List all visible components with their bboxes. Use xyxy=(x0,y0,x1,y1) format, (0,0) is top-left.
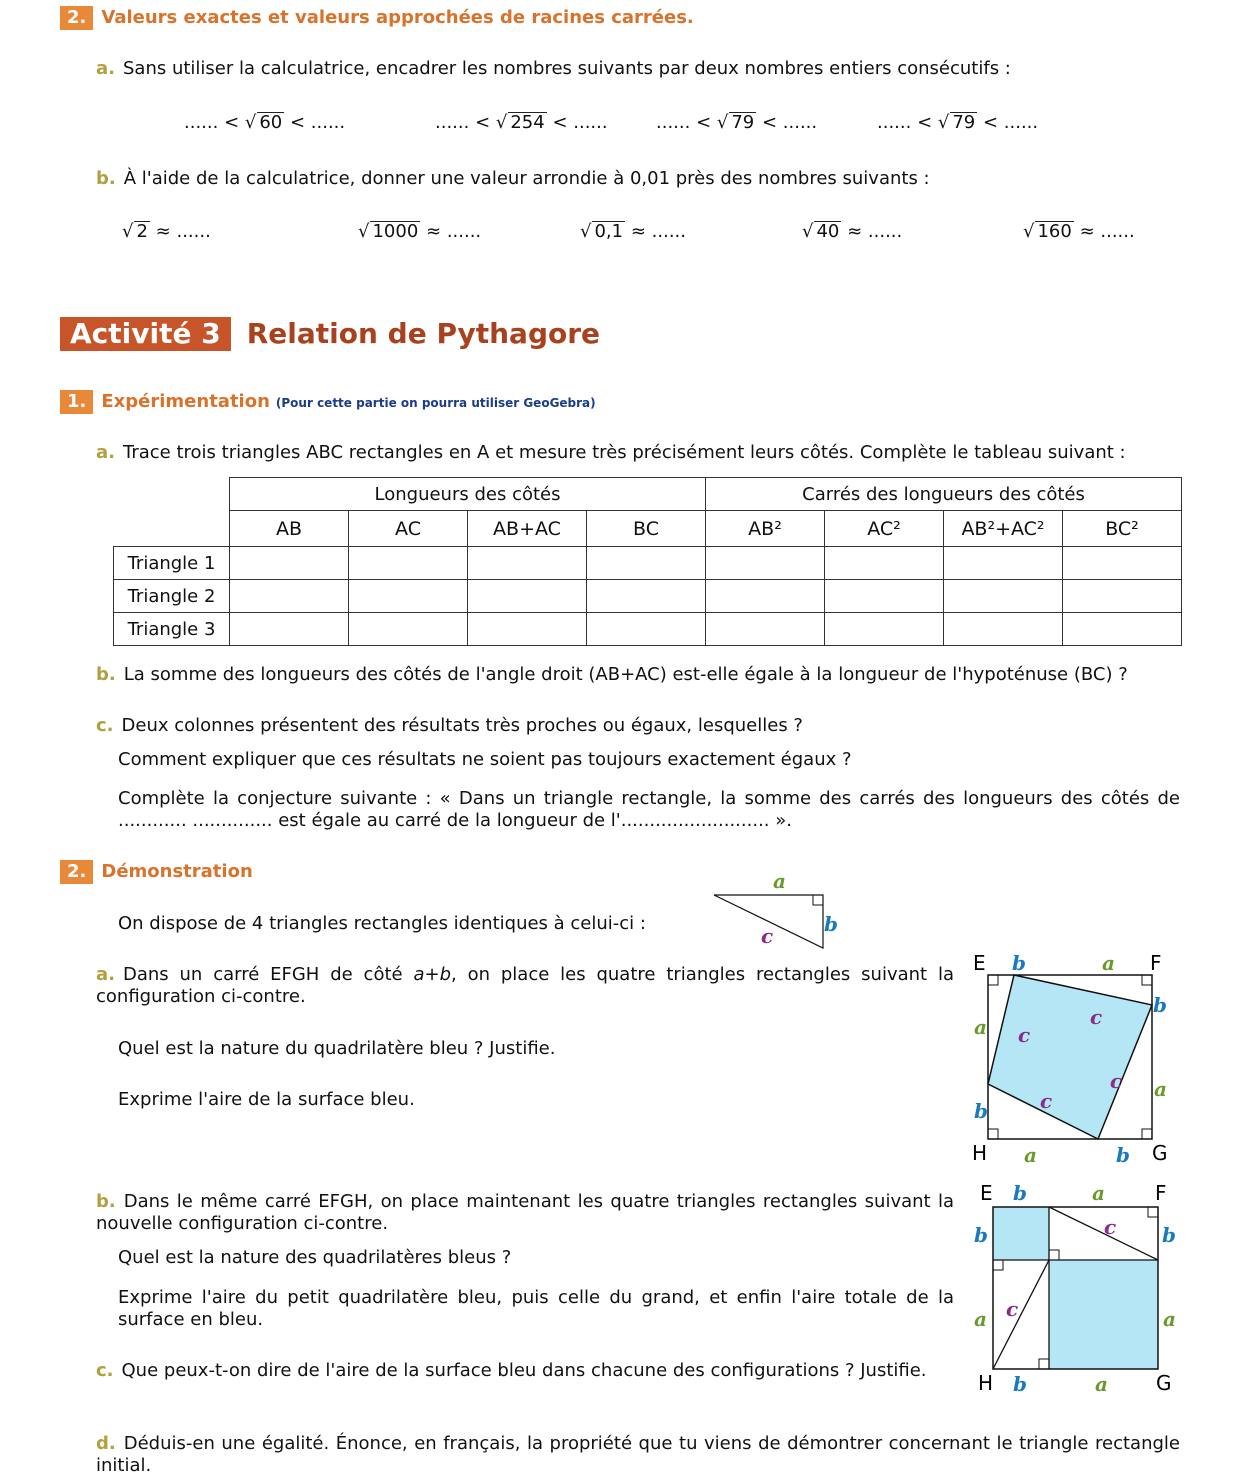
side-label-a: a xyxy=(773,869,786,893)
section-title: Expérimentation xyxy=(101,391,270,412)
question-text: La somme des longueurs des côtés de l'angle droit (AB+AC) est-elle égale à la longueur de l'hypoténuse (BC) ? xyxy=(123,664,1128,685)
approx-item: √ 1000 ≈ ...... xyxy=(358,221,482,242)
part-2-header xyxy=(60,860,253,884)
side-label-b: b xyxy=(1116,1143,1130,1167)
input-cell[interactable] xyxy=(944,580,1063,613)
input-cell[interactable] xyxy=(706,613,825,646)
input-cell[interactable] xyxy=(1063,580,1182,613)
side-label-b: b xyxy=(824,912,838,936)
side-label-b: b xyxy=(974,1099,988,1123)
side-label-a: a xyxy=(1092,1181,1105,1205)
side-label-c: c xyxy=(1104,1215,1117,1239)
vertex-E: E xyxy=(973,951,986,975)
table-row xyxy=(114,547,1182,580)
table-col-header: AB xyxy=(230,511,349,547)
side-label-b: b xyxy=(974,1223,988,1247)
section-title: Démonstration xyxy=(101,861,253,882)
radicand: 160 xyxy=(1037,221,1072,242)
input-cell[interactable] xyxy=(944,547,1063,580)
input-cell[interactable] xyxy=(468,580,587,613)
table-row xyxy=(114,613,1182,646)
question-c: c. Que peux-t-on dire de l'aire de la surface bleu dans chacune des configurations ? Justifie. xyxy=(96,1360,927,1381)
row-header: Triangle 1 xyxy=(114,547,230,580)
input-cell[interactable] xyxy=(944,613,1063,646)
question-a xyxy=(96,442,1126,463)
measure-table xyxy=(113,477,1182,646)
question-label: b. xyxy=(96,1191,116,1212)
input-cell[interactable] xyxy=(706,547,825,580)
side-label-a: a xyxy=(1163,1307,1176,1331)
figure-tilted-square xyxy=(966,950,1176,1170)
vertex-E: E xyxy=(980,1181,993,1205)
section-title: Valeurs exactes et valeurs approchées de racines carrées. xyxy=(101,7,694,28)
side-label-a: a xyxy=(974,1015,987,1039)
table-group-header: Longueurs des côtés xyxy=(230,478,706,511)
side-label-a: a xyxy=(1024,1143,1037,1167)
side-label-a: a xyxy=(1102,951,1115,975)
input-cell[interactable] xyxy=(587,580,706,613)
activity-title: Relation de Pythagore xyxy=(246,317,601,350)
approx-item: √ 0,1 ≈ ...... xyxy=(580,221,686,242)
diagonal-left xyxy=(993,1260,1049,1369)
radicand: 40 xyxy=(816,221,840,242)
activity-header xyxy=(60,317,600,351)
question-c xyxy=(96,715,803,736)
input-cell[interactable] xyxy=(468,613,587,646)
intro-text: On dispose de 4 triangles rectangles identiques à celui-ci : xyxy=(118,913,646,934)
radicand: 1000 xyxy=(372,221,419,242)
radicand: 60 xyxy=(259,112,283,133)
table-row xyxy=(114,580,1182,613)
question-label: b. xyxy=(96,168,116,189)
side-label-c: c xyxy=(1090,1005,1103,1029)
question-text: Exprime l'aire de la surface bleu. xyxy=(118,1089,415,1110)
bound-item: ...... < √ 60 < ...... xyxy=(184,112,346,133)
input-cell[interactable] xyxy=(706,580,825,613)
radicand: 254 xyxy=(510,112,545,133)
side-label-a: a xyxy=(974,1307,987,1331)
question-text: Quel est la nature des quadrilatères bleus ? xyxy=(118,1247,512,1268)
side-label-b: b xyxy=(1013,1372,1027,1396)
input-cell[interactable] xyxy=(1063,547,1182,580)
side-label-b: b xyxy=(1153,993,1167,1017)
vertex-F: F xyxy=(1155,1181,1167,1205)
question-a: a. Dans un carré EFGH de côté a+b, on place les quatre triangles rectangles suivant la configuration ci-contre. xyxy=(96,964,954,1007)
table-col-header: AC² xyxy=(825,511,944,547)
approx-item: √ 40 ≈ ...... xyxy=(802,221,903,242)
radicand: 79 xyxy=(731,112,755,133)
question-text: Deux colonnes présentent des résultats très proches ou égaux, lesquelles ? xyxy=(121,715,803,736)
question-label: c. xyxy=(96,715,114,736)
input-cell[interactable] xyxy=(825,580,944,613)
vertex-H: H xyxy=(978,1371,994,1395)
question-b: b. Dans le même carré EFGH, on place maintenant les quatre triangles rectangles suivant la nouvelle configuration ci-contre. xyxy=(96,1191,954,1234)
side-label-b: b xyxy=(1012,951,1026,975)
question-text: À l'aide de la calculatrice, donner une valeur arrondie à 0,01 près des nombres suivants : xyxy=(123,168,930,189)
vertex-G: G xyxy=(1156,1371,1172,1395)
radicand: 0,1 xyxy=(594,221,624,242)
side-label-a: a xyxy=(1095,1372,1108,1396)
figure-split-square xyxy=(966,1180,1176,1400)
question-label: d. xyxy=(96,1433,116,1454)
side-label-a: a xyxy=(1154,1077,1167,1101)
input-cell[interactable] xyxy=(230,613,349,646)
question-label: c. xyxy=(96,1360,114,1381)
bound-item: ...... < √ 79 < ...... xyxy=(877,112,1039,133)
side-label-b: b xyxy=(1162,1223,1176,1247)
side-label-c: c xyxy=(1006,1297,1019,1321)
section-number: 1. xyxy=(60,390,93,414)
input-cell[interactable] xyxy=(349,613,468,646)
table-col-header: AB²+AC² xyxy=(944,511,1063,547)
input-cell[interactable] xyxy=(1063,613,1182,646)
question-text: Exprime l'aire du petit quadrilatère bleu, puis celle du grand, et enfin l'aire totale de la surface en bleu. xyxy=(118,1287,954,1330)
side-label-c: c xyxy=(761,924,774,948)
question-text: Sans utiliser la calculatrice, encadrer les nombres suivants par deux nombres entiers consécutifs : xyxy=(122,58,1011,79)
table-col-header: AB+AC xyxy=(468,511,587,547)
activity-tag: Activité 3 xyxy=(60,317,231,351)
question-a xyxy=(96,58,1011,79)
bound-item: ...... < √ 79 < ...... xyxy=(656,112,818,133)
input-cell[interactable] xyxy=(587,613,706,646)
table-col-header: AB² xyxy=(706,511,825,547)
input-cell[interactable] xyxy=(587,547,706,580)
row-header: Triangle 2 xyxy=(114,580,230,613)
approx-item: √ 160 ≈ ...... xyxy=(1023,221,1135,242)
input-cell[interactable] xyxy=(468,547,587,580)
question-text: Trace trois triangles ABC rectangles en A et mesure très précisément leurs côtés. Complète le tableau suivant : xyxy=(122,442,1126,463)
section-2-header xyxy=(60,6,694,30)
bound-item: ...... < √ 254 < ...... xyxy=(435,112,608,133)
large-square xyxy=(1049,1260,1158,1369)
side-label-c: c xyxy=(1040,1089,1053,1113)
part-1-header xyxy=(60,390,596,414)
input-cell[interactable] xyxy=(349,547,468,580)
side-label-c: c xyxy=(1110,1069,1123,1093)
question-d: d. Déduis-en une égalité. Énonce, en français, la propriété que tu viens de démontrer concernant le triangle rectangle initial. xyxy=(96,1433,1180,1476)
section-number: 2. xyxy=(60,6,93,30)
table-col-header: BC² xyxy=(1063,511,1182,547)
question-text: Quel est la nature du quadrilatère bleu ? Justifie. xyxy=(118,1038,556,1059)
input-cell[interactable] xyxy=(230,547,349,580)
inner-square xyxy=(988,975,1152,1139)
question-label: b. xyxy=(96,664,116,685)
question-text: Comment expliquer que ces résultats ne soient pas toujours exactement égaux ? xyxy=(118,749,852,770)
input-cell[interactable] xyxy=(349,580,468,613)
section-number: 2. xyxy=(60,860,93,884)
geogebra-note: (Pour cette partie on pourra utiliser GeoGebra) xyxy=(275,396,596,410)
question-b xyxy=(96,168,930,189)
right-angle-mark xyxy=(813,895,823,905)
question-label: a. xyxy=(96,58,115,79)
small-square xyxy=(993,1207,1049,1260)
vertex-H: H xyxy=(972,1141,988,1165)
question-label: a. xyxy=(96,442,115,463)
row-header: Triangle 3 xyxy=(114,613,230,646)
input-cell[interactable] xyxy=(825,613,944,646)
table-col-header: BC xyxy=(587,511,706,547)
question-label: a. xyxy=(96,964,115,985)
conjecture-text: Complète la conjecture suivante : « Dans un triangle rectangle, la somme des carrés des longueurs des côtés de ............ .............. est égale au carré de la longueur de l'.......................... ». xyxy=(118,788,1180,831)
vertex-F: F xyxy=(1150,951,1162,975)
vertex-G: G xyxy=(1152,1141,1168,1165)
side-label-b: b xyxy=(1013,1181,1027,1205)
input-cell[interactable] xyxy=(825,547,944,580)
table-col-header: AC xyxy=(349,511,468,547)
radicand: 2 xyxy=(136,221,148,242)
input-cell[interactable] xyxy=(230,580,349,613)
reference-triangle xyxy=(706,868,846,954)
radicand: 79 xyxy=(952,112,976,133)
question-b xyxy=(96,664,1128,685)
table-group-header: Carrés des longueurs des côtés xyxy=(706,478,1182,511)
approx-item: √ 2 ≈ ...... xyxy=(122,221,211,242)
side-label-c: c xyxy=(1018,1023,1031,1047)
